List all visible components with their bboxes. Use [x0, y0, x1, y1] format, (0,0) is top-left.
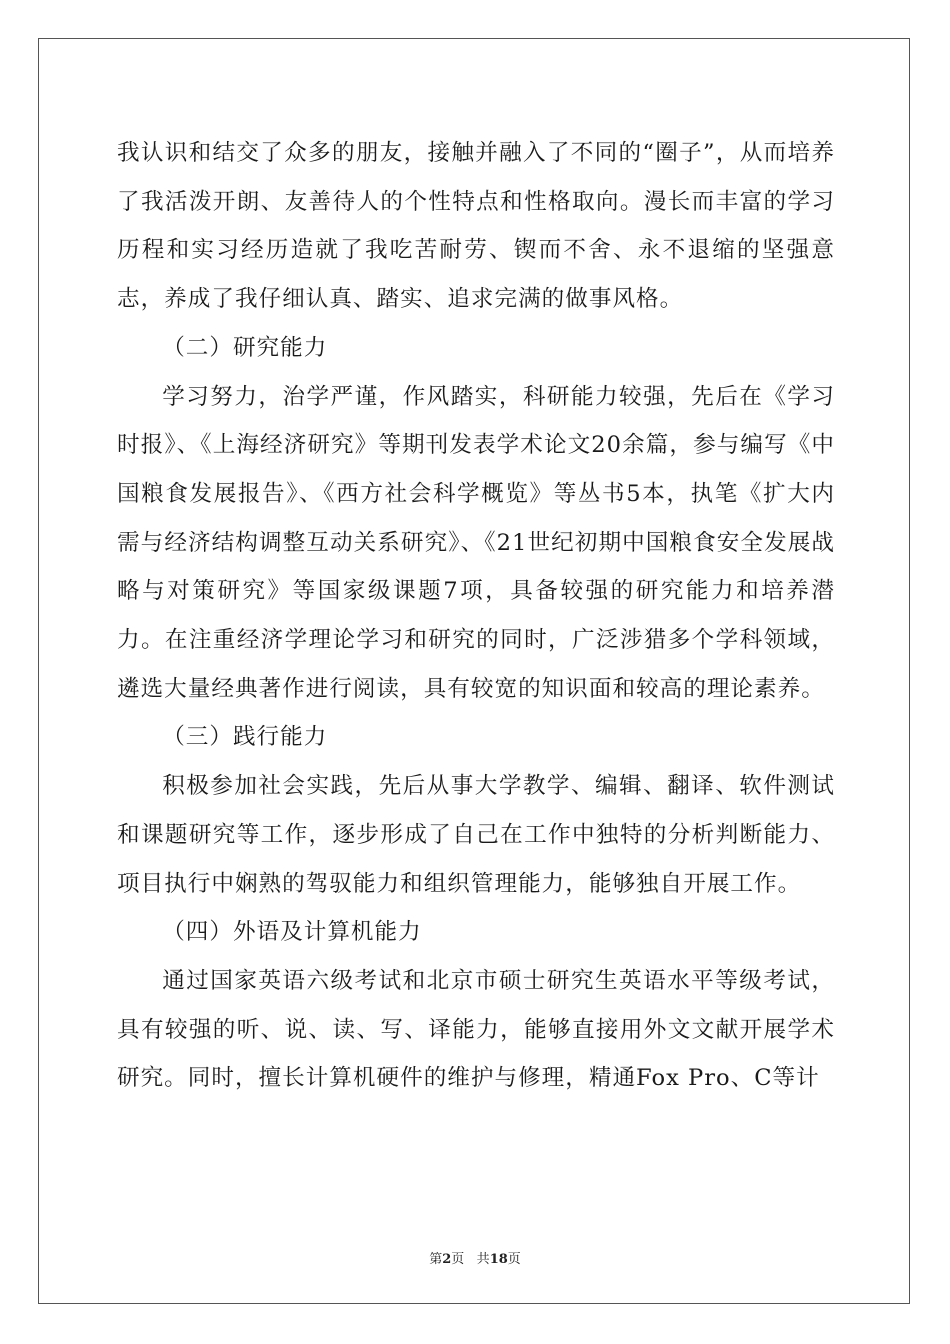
total-prefix: 共 [476, 1252, 490, 1267]
document-body [117, 129, 835, 1103]
paragraph-personality: 我认识和结交了众多的朋友，接触并融入了不同的“圈子”，从而培养了我活泼开朗、友善待人的个性特点和性格取向。漫长而丰富的学习历程和实习经历造就了我吃苦耐劳、锲而不舍、永不退缩的坚强意志，养成了我仔细认真、踏实、追求完满的做事风格。 [117, 140, 835, 313]
paragraph-language-computer-ability: 通过国家英语六级考试和北京市硕士研究生英语水平等级考试，具有较强的听、说、读、写、译能力，能够直接用外文文献开展学术研究。同时，擅长计算机硬件的维护与修理，精通Fox Pro、C等计 [117, 967, 835, 1092]
paragraph-practice-ability: 积极参加社会实践，先后从事大学教学、编辑、翻译、软件测试和课题研究等工作，逐步形成了自己在工作中独特的分析判断能力、项目执行中娴熟的驾驭能力和组织管理能力，能够独自开展工作。 [117, 773, 835, 897]
page-footer [0, 1248, 950, 1267]
total-pages: 18 [489, 1252, 508, 1267]
page-prefix: 第 [429, 1252, 443, 1267]
paragraph-research-ability: 学习努力，治学严谨，作风踏实，科研能力较强，先后在《学习时报》、《上海经济研究》等期刊发表学术论文20余篇，参与编写《中国粮食发展报告》、《西方社会科学概览》等丛书5本，执笔《扩大内需与经济结构调整互动关系研究》、《21世纪初期中国粮食安全发展战略与对策研究》等国家级课题7项，具备较强的研究能力和培养潜力。在注重经济学理论学习和研究的同时，广泛涉猎多个学科领域，遴选大量经典著作进行阅读，具有较宽的知识面和较高的理论素养。 [117, 383, 835, 702]
heading-practice-ability: （三）践行能力 [162, 724, 328, 751]
heading-research-ability: （二）研究能力 [162, 334, 328, 361]
page-number: 2 [442, 1252, 452, 1267]
total-unit: 页 [507, 1252, 521, 1267]
heading-language-computer-ability: （四）外语及计算机能力 [162, 919, 422, 946]
page-unit: 页 [451, 1252, 465, 1267]
